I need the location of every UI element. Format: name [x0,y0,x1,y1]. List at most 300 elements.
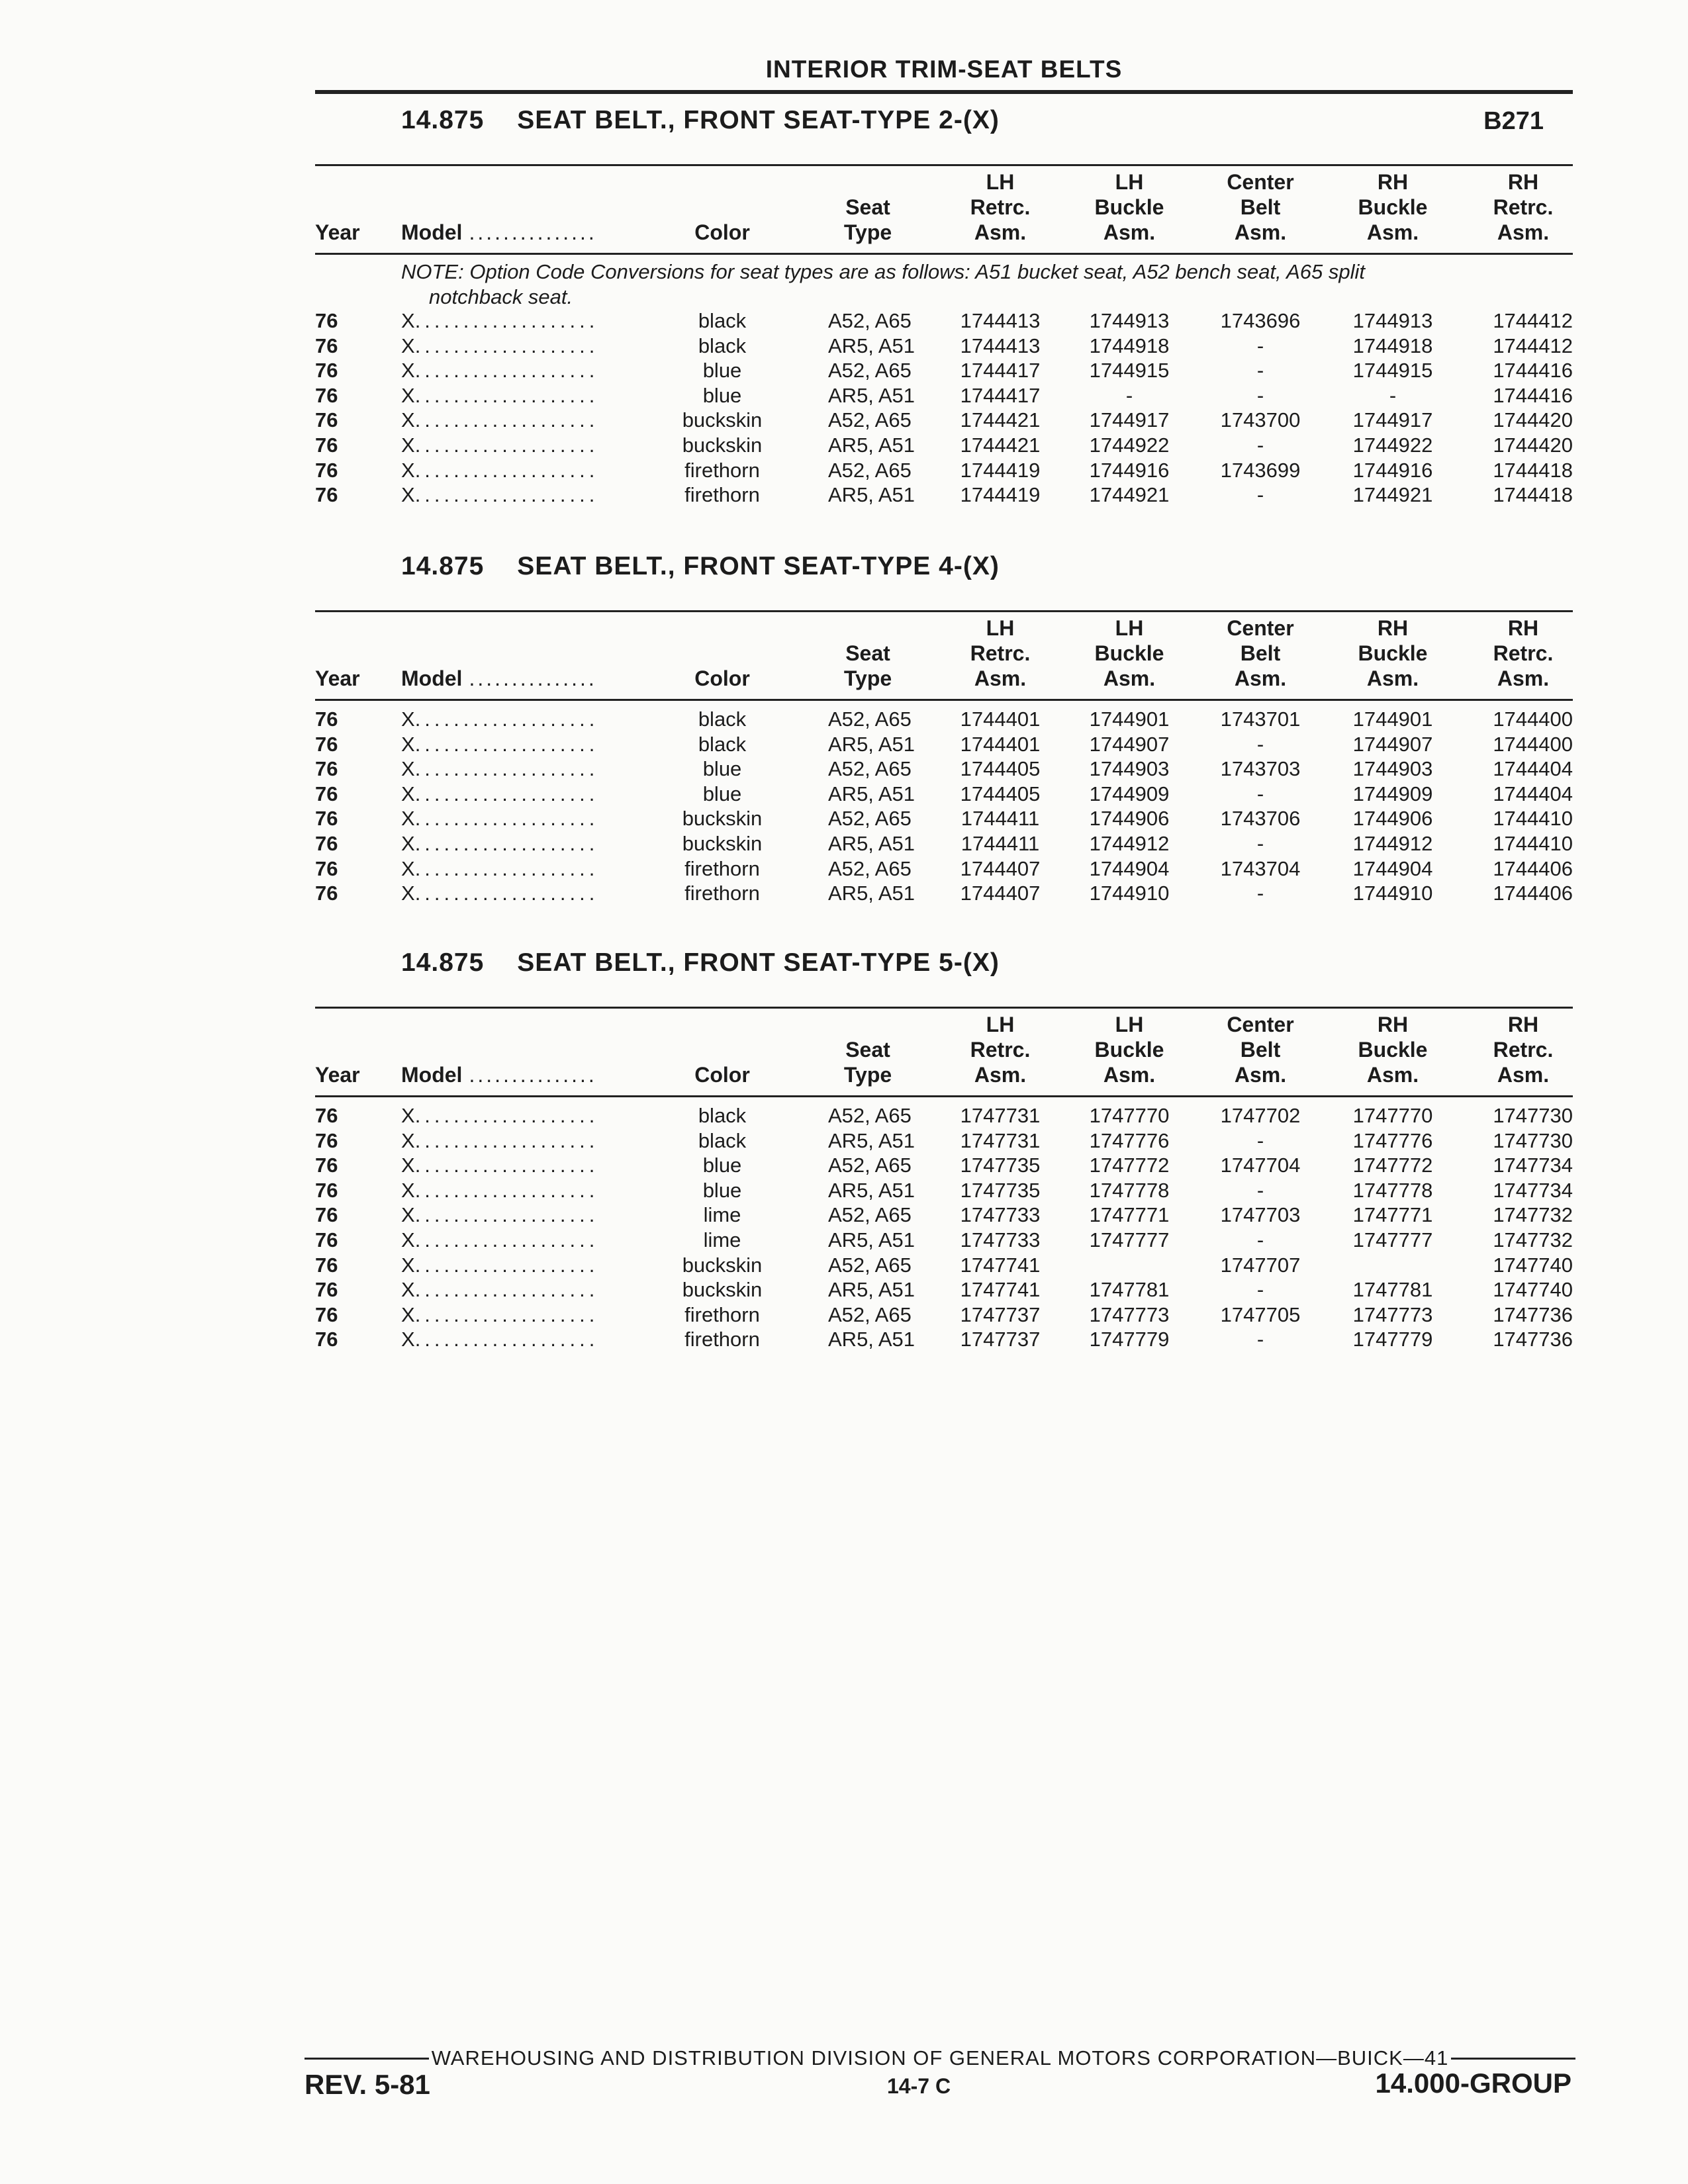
table-row [315,458,1573,483]
rh-retrc-cell: 1747732 [1493,1228,1573,1251]
col-year-label: Year [315,666,360,690]
col-rh-buckle [1336,169,1449,245]
col-seat-type [815,1037,921,1087]
section-name: SEAT BELT., FRONT SEAT-TYPE 2-(X) [517,106,1000,134]
rh-buckle-cell: 1747771 [1352,1203,1433,1227]
year-cell: 76 [315,1178,338,1202]
col-lh-buckle-label: LH Buckle Asm. [1094,616,1164,690]
row-leader-dots: ................... [414,433,599,457]
table-row [315,856,1573,882]
row-leader-dots: ................... [414,458,599,482]
year-cell: 76 [315,359,338,383]
lh-retrc-cell: 1747731 [960,1128,1041,1152]
year-cell: 76 [315,856,338,880]
seat-type-cell: A52, A65 [828,309,912,332]
rh-retrc-cell: 1744404 [1493,757,1573,781]
lh-retrc-cell: 1747731 [960,1104,1041,1127]
model-cell [401,334,679,359]
model-value: X [401,1128,415,1152]
col-year-label: Year [315,1063,360,1087]
lh-buckle-cell: 1744907 [1089,732,1170,756]
rh-buckle-cell: 1747776 [1352,1128,1433,1152]
lh-buckle-cell: 1747771 [1089,1203,1170,1227]
center-belt-cell: 1743703 [1220,757,1301,781]
lh-buckle-cell: 1747781 [1089,1278,1170,1302]
center-belt-cell: - [1256,1178,1264,1202]
color-cell: buckskin [682,408,763,432]
col-lh-retrc-label: LH Retrc. Asm. [970,170,1031,244]
lh-retrc-cell: 1744413 [960,334,1041,357]
year-cell: 76 [315,782,338,805]
row-leader-dots: ................... [414,359,599,383]
col-color [676,1062,769,1087]
lh-retrc-cell: 1744407 [960,856,1041,880]
lh-buckle-cell: 1747773 [1089,1302,1170,1326]
row-leader-dots: ................... [414,782,599,805]
table-row [315,881,1573,906]
color-cell: buckskin [682,831,763,855]
model-cell [401,433,679,458]
lh-buckle-cell: 1744922 [1089,433,1170,457]
center-belt-cell: - [1256,383,1264,407]
rh-retrc-cell: 1744416 [1493,383,1573,407]
seat-type-cell: AR5, A51 [828,1128,915,1152]
rh-buckle-cell: 1744909 [1352,782,1433,805]
section-rule-top [315,1007,1573,1009]
col-rh-buckle-label: RH Buckle Asm. [1358,1013,1428,1087]
table-row [315,308,1573,334]
year-cell: 76 [315,1203,338,1227]
table-row [315,782,1573,807]
col-center-belt [1204,615,1317,691]
rh-buckle-cell: 1747778 [1352,1178,1433,1202]
row-leader-dots: ................... [414,1253,599,1277]
section-title [401,552,1000,581]
color-cell: buckskin [682,1253,763,1277]
table-row [315,1153,1573,1178]
color-cell: firethorn [684,882,760,905]
page-header: INTERIOR TRIM-SEAT BELTS [765,56,1123,83]
seat-type-cell: AR5, A51 [828,831,915,855]
col-lh-buckle [1073,1012,1186,1087]
model-cell [401,458,679,483]
lh-retrc-cell: 1744421 [960,408,1041,432]
lh-buckle-cell: 1744915 [1089,359,1170,383]
rh-buckle-cell: 1744901 [1352,707,1433,731]
model-value: X [401,707,415,731]
year-cell: 76 [315,707,338,731]
model-value: X [401,408,415,432]
color-cell: black [698,732,747,756]
seat-type-cell: A52, A65 [828,757,912,781]
color-cell: black [698,707,747,731]
rh-buckle-cell: 1747781 [1352,1278,1433,1302]
lh-retrc-cell: 1747733 [960,1203,1041,1227]
table-row [315,358,1573,383]
group-label: 14.000-GROUP [1375,2068,1571,2099]
lh-retrc-cell: 1744417 [960,383,1041,407]
seat-type-cell: A52, A65 [828,458,912,482]
lh-retrc-cell: 1747733 [960,1228,1041,1251]
color-cell: firethorn [684,458,760,482]
model-value: X [401,433,415,457]
lh-buckle-cell: 1747772 [1089,1154,1170,1177]
row-leader-dots: ................... [414,408,599,432]
lh-buckle-cell: 1747770 [1089,1104,1170,1127]
row-leader-dots: ................... [414,334,599,357]
col-year [315,666,395,691]
col-seat-type-label: Seat Type [843,195,892,244]
model-value: X [401,1178,415,1202]
page-code: B271 [1483,107,1544,135]
col-seat-type [815,641,921,691]
table-row [315,806,1573,831]
lh-buckle-cell: 1744921 [1089,483,1170,507]
section-rule-bottom [315,699,1573,701]
lh-buckle-cell: 1744912 [1089,831,1170,855]
table-row [315,1253,1573,1278]
color-cell: black [698,1128,747,1152]
col-center-belt [1204,169,1317,245]
lh-retrc-cell: 1747735 [960,1154,1041,1177]
year-cell: 76 [315,383,338,407]
rh-retrc-cell: 1747730 [1493,1128,1573,1152]
model-cell [401,806,679,831]
lh-retrc-cell: 1747741 [960,1278,1041,1302]
year-cell: 76 [315,1278,338,1302]
row-leader-dots: ................... [414,483,599,507]
col-color [676,666,769,691]
footer-text: WAREHOUSING AND DISTRIBUTION DIVISION OF GENERAL MOTORS CORPORATION—BUICK—41 [431,2046,1449,2070]
row-leader-dots: ................... [414,309,599,332]
color-cell: buckskin [682,433,763,457]
rh-retrc-cell: 1744418 [1493,483,1573,507]
section-number: 14.875 [401,552,485,580]
seat-type-cell: AR5, A51 [828,1328,915,1351]
table-row [315,383,1573,408]
model-cell [401,831,679,856]
table-row [315,1203,1573,1228]
rh-buckle-cell: 1744913 [1352,309,1433,332]
color-cell: black [698,334,747,357]
rh-retrc-cell: 1744406 [1493,856,1573,880]
lh-buckle-cell: - [1125,383,1133,407]
seat-type-cell: AR5, A51 [828,1178,915,1202]
table-row [315,707,1573,732]
rh-buckle-cell: 1744907 [1352,732,1433,756]
col-rh-retrc [1467,1012,1579,1087]
color-cell: blue [702,1178,742,1202]
row-leader-dots: ................... [414,807,599,831]
model-value: X [401,807,415,831]
section-title [401,948,1000,978]
rh-buckle-cell: 1747779 [1352,1328,1433,1351]
col-rh-retrc-label: RH Retrc. Asm. [1493,1013,1554,1087]
year-cell: 76 [315,732,338,756]
rh-retrc-cell: 1747740 [1493,1278,1573,1302]
lh-retrc-cell: 1744419 [960,483,1041,507]
seat-type-cell: AR5, A51 [828,732,915,756]
lh-retrc-cell: 1744407 [960,882,1041,905]
center-belt-cell: 1743700 [1220,408,1301,432]
lh-retrc-cell: 1744411 [961,831,1040,855]
footer-line [305,2046,1575,2070]
model-value: X [401,732,415,756]
model-leader-dots: ............... [469,220,597,244]
lh-buckle-cell: 1744904 [1089,856,1170,880]
table-row [315,1178,1573,1203]
rh-buckle-cell: 1744910 [1352,882,1433,905]
rh-retrc-cell: 1747740 [1493,1253,1573,1277]
rh-retrc-cell: 1744406 [1493,882,1573,905]
table-row [315,732,1573,757]
lh-buckle-cell: 1744910 [1089,882,1170,905]
year-cell: 76 [315,757,338,781]
seat-type-cell: A52, A65 [828,1203,912,1227]
model-value: X [401,359,415,383]
table-row [315,831,1573,856]
center-belt-cell: 1747704 [1220,1154,1301,1177]
model-cell [401,1253,679,1278]
center-belt-cell: 1743696 [1220,309,1301,332]
rh-buckle-cell: 1744903 [1352,757,1433,781]
model-cell [401,482,679,508]
model-value: X [401,483,415,507]
row-leader-dots: ................... [414,383,599,407]
col-model [401,1062,679,1087]
row-leader-dots: ................... [414,856,599,880]
table-row [315,756,1573,782]
color-cell: firethorn [684,483,760,507]
color-cell: firethorn [684,856,760,880]
color-cell: buckskin [682,1278,763,1302]
model-value: X [401,1302,415,1326]
section-name: SEAT BELT., FRONT SEAT-TYPE 4-(X) [517,552,1000,580]
year-cell: 76 [315,408,338,432]
model-cell [401,1103,679,1128]
page-number: 14-7 C [887,2074,951,2098]
note-line-1: NOTE: Option Code Conversions for seat types are as follows: A51 bucket seat, A52 bench seat, A65 split [401,260,1366,283]
year-cell: 76 [315,309,338,332]
model-value: X [401,782,415,805]
lh-buckle-cell: 1744903 [1089,757,1170,781]
row-leader-dots: ................... [414,1228,599,1251]
model-cell [401,856,679,882]
lh-retrc-cell: 1744419 [960,458,1041,482]
center-belt-cell: - [1256,782,1264,805]
model-value: X [401,882,415,905]
lh-retrc-cell: 1747737 [960,1302,1041,1326]
center-belt-cell: - [1256,334,1264,357]
col-rh-buckle-label: RH Buckle Asm. [1358,170,1428,244]
col-color-label: Color [694,1063,750,1087]
lh-buckle-cell: 1747777 [1089,1228,1170,1251]
rh-retrc-cell: 1744412 [1493,334,1573,357]
col-center-belt-label: Center Belt Asm. [1227,170,1294,244]
col-rh-buckle [1336,1012,1449,1087]
seat-type-cell: A52, A65 [828,807,912,831]
year-cell: 76 [315,334,338,357]
rh-retrc-cell: 1744416 [1493,359,1573,383]
color-cell: black [698,309,747,332]
section-title [401,106,1000,135]
color-cell: firethorn [684,1302,760,1326]
lh-retrc-cell: 1744413 [960,309,1041,332]
model-cell [401,358,679,383]
rh-retrc-cell: 1744420 [1493,433,1573,457]
col-center-belt [1204,1012,1317,1087]
row-leader-dots: ................... [414,882,599,905]
seat-type-cell: AR5, A51 [828,483,915,507]
center-belt-cell: - [1256,1278,1264,1302]
col-model-label: Model [401,1063,463,1087]
col-rh-buckle [1336,615,1449,691]
col-rh-buckle-label: RH Buckle Asm. [1358,616,1428,690]
rh-retrc-cell: 1744418 [1493,458,1573,482]
seat-type-cell: AR5, A51 [828,1228,915,1251]
rh-retrc-cell: 1747730 [1493,1104,1573,1127]
model-value: X [401,1104,415,1127]
rh-buckle-cell: 1744906 [1352,807,1433,831]
rh-buckle-cell: 1747777 [1352,1228,1433,1251]
model-cell [401,732,679,757]
col-rh-retrc [1467,169,1579,245]
year-cell: 76 [315,433,338,457]
col-rh-retrc-label: RH Retrc. Asm. [1493,616,1554,690]
model-value: X [401,1228,415,1251]
col-seat-type-label: Seat Type [843,641,892,690]
lh-buckle-cell: 1744909 [1089,782,1170,805]
section-number: 14.875 [401,948,485,977]
column-headers [315,618,1573,698]
row-leader-dots: ................... [414,707,599,731]
center-belt-cell: 1747707 [1220,1253,1301,1277]
col-color-label: Color [694,220,750,244]
seat-type-cell: A52, A65 [828,1302,912,1326]
section-name: SEAT BELT., FRONT SEAT-TYPE 5-(X) [517,948,1000,977]
model-cell [401,1302,679,1328]
model-cell [401,1203,679,1228]
color-cell: blue [702,757,742,781]
model-cell [401,1277,679,1302]
col-center-belt-label: Center Belt Asm. [1227,1013,1294,1087]
rh-buckle-cell: 1747770 [1352,1104,1433,1127]
lh-retrc-cell: 1747735 [960,1178,1041,1202]
col-lh-retrc-label: LH Retrc. Asm. [970,1013,1031,1087]
table-row [315,1277,1573,1302]
lh-retrc-cell: 1744401 [960,707,1041,731]
seat-type-cell: A52, A65 [828,1154,912,1177]
rh-buckle-cell: 1744912 [1352,831,1433,855]
option-code-note [401,259,1573,310]
rh-buckle-cell: 1744922 [1352,433,1433,457]
revision-label: REV. 5-81 [305,2069,430,2100]
rh-retrc-cell: 1744404 [1493,782,1573,805]
rh-buckle-cell: 1747773 [1352,1302,1433,1326]
col-lh-retrc-label: LH Retrc. Asm. [970,616,1031,690]
seat-type-cell: AR5, A51 [828,334,915,357]
row-leader-dots: ................... [414,1178,599,1202]
row-leader-dots: ................... [414,1128,599,1152]
table-rows [315,308,1573,508]
rh-retrc-cell: 1744410 [1493,807,1573,831]
col-seat-type-label: Seat Type [843,1038,892,1087]
center-belt-cell: - [1256,1228,1264,1251]
table-rows [315,1103,1573,1352]
year-cell: 76 [315,882,338,905]
model-value: X [401,383,415,407]
lh-buckle-cell: 1744918 [1089,334,1170,357]
center-belt-cell: - [1256,732,1264,756]
year-cell: 76 [315,1128,338,1152]
lh-buckle-cell: 1747779 [1089,1328,1170,1351]
color-cell: blue [702,383,742,407]
lh-retrc-cell: 1744405 [960,782,1041,805]
col-model [401,220,679,245]
row-leader-dots: ................... [414,757,599,781]
rh-buckle-cell: 1744915 [1352,359,1433,383]
col-lh-buckle [1073,615,1186,691]
center-belt-cell: - [1256,433,1264,457]
table-rows [315,707,1573,906]
model-value: X [401,334,415,357]
table-row [315,482,1573,508]
seat-type-cell: AR5, A51 [828,383,915,407]
row-leader-dots: ................... [414,831,599,855]
rh-retrc-cell: 1747734 [1493,1178,1573,1202]
rh-retrc-cell: 1747732 [1493,1203,1573,1227]
seat-type-cell: AR5, A51 [828,1278,915,1302]
model-cell [401,1178,679,1203]
seat-type-cell: A52, A65 [828,359,912,383]
col-lh-buckle-label: LH Buckle Asm. [1094,1013,1164,1087]
year-cell: 76 [315,458,338,482]
lh-buckle-cell: 1744906 [1089,807,1170,831]
col-rh-retrc-label: RH Retrc. Asm. [1493,170,1554,244]
model-cell [401,408,679,433]
lh-buckle-cell: 1747776 [1089,1128,1170,1152]
center-belt-cell: - [1256,359,1264,383]
rh-retrc-cell: 1744410 [1493,831,1573,855]
center-belt-cell: - [1256,1128,1264,1152]
footer-rule-left [305,2058,429,2060]
rh-retrc-cell: 1744400 [1493,732,1573,756]
lh-buckle-cell: 1744913 [1089,309,1170,332]
table-row [315,1302,1573,1328]
rh-buckle-cell: 1744916 [1352,458,1433,482]
center-belt-cell: - [1256,1328,1264,1351]
lh-buckle-cell: 1747778 [1089,1178,1170,1202]
col-lh-buckle-label: LH Buckle Asm. [1094,170,1164,244]
lh-buckle-cell: 1744917 [1089,408,1170,432]
color-cell: buckskin [682,807,763,831]
center-belt-cell: 1743704 [1220,856,1301,880]
year-cell: 76 [315,1104,338,1127]
model-value: X [401,757,415,781]
seat-type-cell: A52, A65 [828,707,912,731]
section-rule-top [315,164,1573,166]
column-headers [315,1015,1573,1094]
col-lh-retrc [944,169,1056,245]
center-belt-cell: 1747705 [1220,1302,1301,1326]
model-value: X [401,458,415,482]
lh-buckle-cell: 1744901 [1089,707,1170,731]
model-cell [401,881,679,906]
model-value: X [401,1278,415,1302]
model-cell [401,782,679,807]
row-leader-dots: ................... [414,1203,599,1227]
row-leader-dots: ................... [414,1328,599,1351]
